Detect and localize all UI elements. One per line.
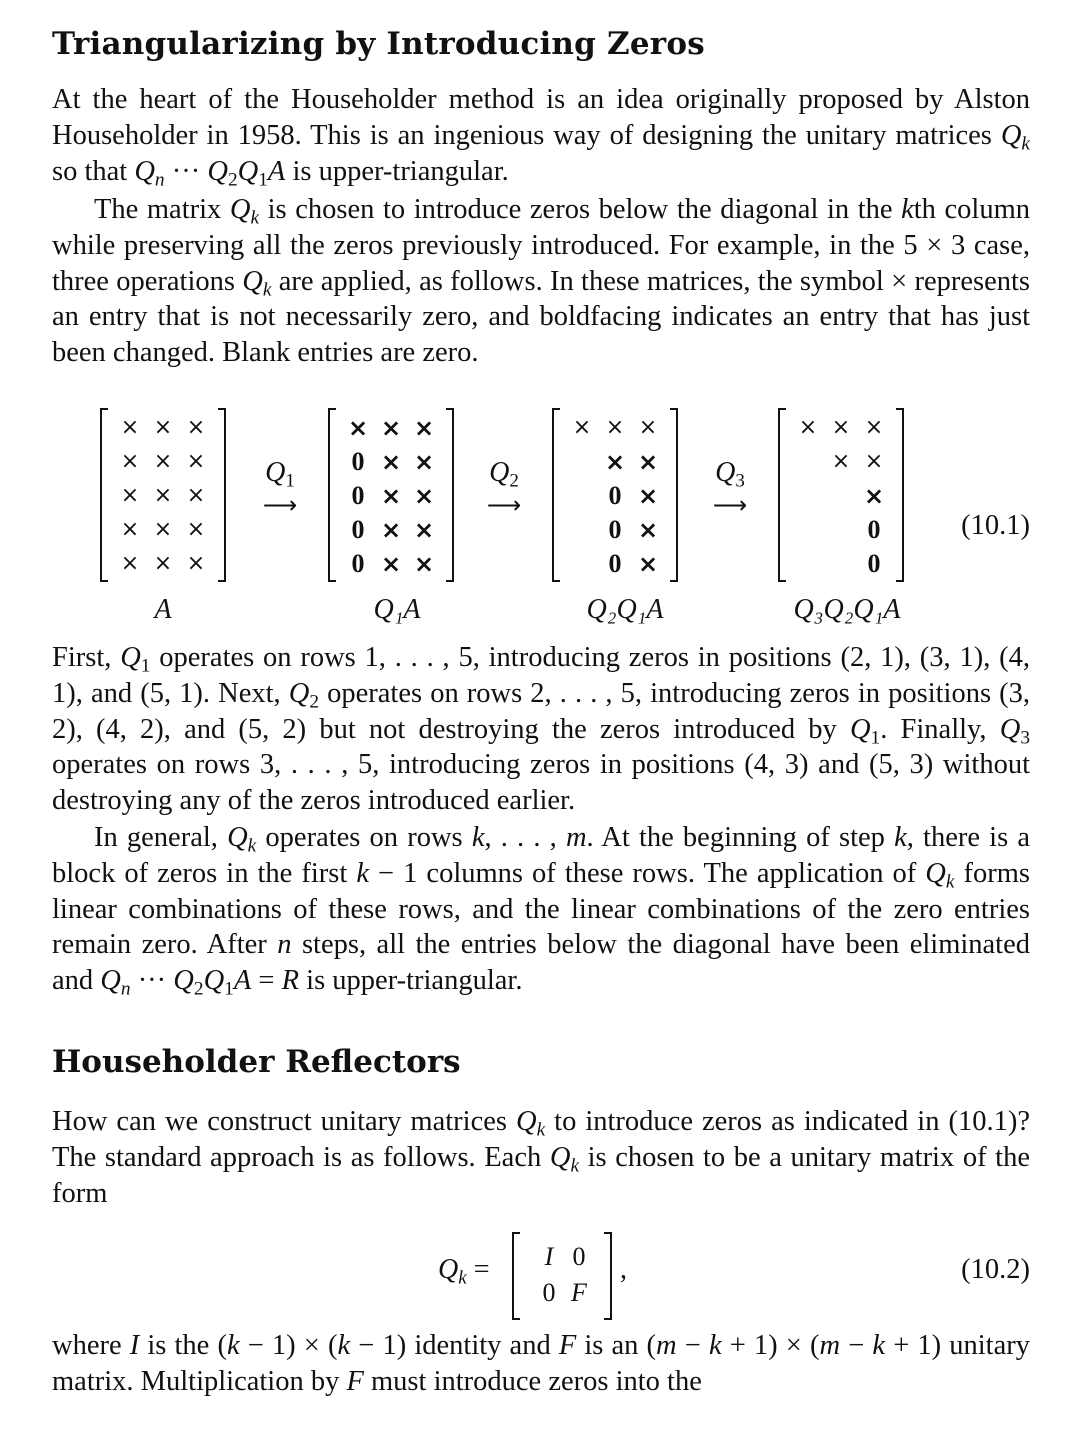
matrix-cell: × [831,449,851,474]
matrix-cell: × [413,448,435,476]
text-segment: k [894,822,907,853]
matrix-cell: × [572,415,592,440]
matrix-cell: × [380,482,402,510]
text-segment: Q [207,155,228,187]
matrix-cell: × [413,482,435,510]
matrix [328,408,454,582]
matrix-row [566,478,664,514]
text-segment: forms linear combinations of these rows, and the linear combinations of the zero entries remain zero. After [52,857,1030,961]
matrix-row [114,444,212,480]
text-segment: Q [1000,119,1022,151]
section-title-triangularizing: Triangularizing by Introducing Zeros [52,26,705,62]
arrow-label [474,456,534,490]
text-segment: m [819,1330,841,1361]
text-segment: to introduce zeros as indicated in (10.1)? The standard approach is as follows. Each [52,1106,1030,1173]
text-segment: How can we construct unitary matrices [52,1106,516,1137]
text-segment: k [872,1330,886,1361]
matrix-row [342,410,440,446]
arrow-sub: 2 [509,470,519,492]
text-segment: where [52,1330,130,1361]
matrix-cell: × [637,482,659,510]
text-segment: k [1021,133,1030,155]
text-segment: m [565,822,587,853]
text-segment: Q [999,713,1021,745]
text-segment: − [840,1330,873,1361]
bracket-left [552,408,560,582]
text-segment: is the ( [139,1330,227,1361]
matrix-label: Q₁A [373,594,421,625]
text-segment: Q [515,1106,537,1137]
right-arrow-icon: ⟶ [486,491,522,519]
matrix-cell: 0 [867,515,881,544]
text-segment: 1 [140,655,151,677]
matrix-cell: × [153,483,173,508]
block-matrix [512,1232,612,1320]
matrix-cell: × [637,516,659,544]
matrix-cell: × [186,483,206,508]
block-f: F [571,1278,587,1307]
matrix-row [342,512,440,548]
paragraph-first-q1 [52,640,1030,819]
text-segment: R [281,965,300,997]
matrix-row [342,478,440,514]
matrix-cell: 0 [351,447,365,476]
text-segment: k [250,207,260,229]
matrix-cell: × [413,550,435,578]
bracket-right [670,408,678,582]
text-segment: k [570,1155,580,1177]
text-segment: 2 [309,691,320,713]
matrix-row [342,546,440,582]
matrix-cell: × [380,448,402,476]
matrix-cell: × [153,517,173,542]
matrix-cell: × [637,550,659,578]
equation-number-10-1: (10.1) [961,510,1030,541]
matrix-cell: × [120,415,140,440]
text-segment: 1 [224,978,234,1000]
text-segment: Q [120,642,141,673]
bracket-right [218,408,226,582]
text-segment: k [356,857,369,889]
text-segment: operates on rows 2, . . . , 5, introducing zeros in positions (3, 2), (4, 2), and (5, 2) but not destroying the zeros introduced by [52,677,1031,745]
text-segment: Q [549,1141,571,1173]
operation-arrow [250,456,310,520]
matrix-cell: × [153,551,173,576]
matrix-cell: × [380,414,402,442]
matrix [100,408,226,582]
bracket-left [778,408,786,582]
text-segment: I [129,1330,140,1361]
bracket-left [512,1232,520,1320]
text-segment: F [346,1365,364,1397]
matrix-label: Q₃Q₂Q₁A [793,594,901,625]
matrix-cell: 0 [608,481,622,510]
arrow-label [250,456,310,490]
text-segment: A [233,965,252,997]
text-segment: ··· [130,965,174,997]
paragraph-construct-unitary [52,1104,1030,1211]
text-segment: Q [242,265,263,297]
operation-arrow [700,456,760,520]
matrix-cell: × [186,551,206,576]
matrix-cell: 0 [608,549,622,578]
text-segment: The matrix [94,194,230,225]
right-arrow-icon: ⟶ [262,491,298,519]
matrix-cell: × [186,449,206,474]
matrix-cell: × [380,516,402,544]
text-segment: = [251,965,282,997]
matrix-cell: 0 [351,549,365,578]
bracket-left [100,408,108,582]
matrix [778,408,904,582]
matrix-cell: × [863,482,885,510]
eq-lhs [438,1254,490,1289]
arrow-label [700,456,760,490]
arrow-q: Q [715,457,736,488]
text-segment: − 1 columns of these rows. The application of [368,857,926,889]
matrix [552,408,678,582]
matrix-row [342,444,440,480]
arrow-sub: 1 [285,470,295,492]
matrix-cell: × [120,449,140,474]
matrix-cell: × [864,415,884,440]
matrix-cell: 0 [608,515,622,544]
text-segment: Q [288,677,310,709]
matrix-cell: × [831,415,851,440]
block-zero-top: 0 [572,1242,586,1271]
text-segment: Q [203,965,225,997]
paragraph-intro [52,82,1030,189]
matrix-cell: × [153,449,173,474]
bracket-right [604,1232,612,1320]
equation-10-2 [52,1226,1030,1326]
text-segment: is chosen to introduce zeros below the diagonal in the [259,194,902,225]
text-segment: 1 [870,727,881,749]
text-segment: k [337,1330,351,1361]
text-segment: 3 [1020,727,1030,749]
matrix-row [566,512,664,548]
matrix-row [792,410,890,446]
eq-comma: , [620,1254,627,1285]
text-segment: In general, [94,822,228,853]
text-segment: k [945,871,955,893]
arrow-q: Q [265,457,286,488]
text-segment: First, [52,642,121,673]
matrix-cell: 0 [351,515,365,544]
paragraph-matrix-qk [52,192,1030,371]
matrix-row [792,444,890,480]
matrix-cell: × [637,448,659,476]
block-zero-bottom: 0 [542,1278,556,1307]
section-title-householder-reflectors: Householder Reflectors [52,1044,461,1080]
matrix-cell: × [120,517,140,542]
text-segment: is upper-triangular. [285,155,509,187]
matrix-cell: × [638,415,658,440]
text-segment: so that [52,155,135,187]
matrix-label: A [154,594,172,625]
text-segment: operates on rows 3, . . . , 5, introducing zeros in positions (4, 3) and (5, 3) without destroying any of the zeros introduced earlier. [52,749,1030,817]
text-segment: k [536,1119,546,1141]
text-segment: Q [925,857,946,889]
text-segment: Q [237,155,259,187]
paragraph-in-general [52,820,1030,999]
block-identity: I [544,1242,554,1271]
text-segment: 2 [227,169,238,191]
matrix-cell: × [413,516,435,544]
matrix-cell: × [120,483,140,508]
text-segment: Q [849,713,871,745]
matrix-cell: × [413,414,435,442]
text-segment: 2 [193,978,204,1000]
text-segment: k [247,835,257,857]
text-segment: operates on rows [256,822,472,853]
operation-arrow [474,456,534,520]
matrix-cell: × [347,414,369,442]
text-segment: , there is a block of zeros in the first [52,822,1030,889]
matrix-cell: × [153,415,173,440]
eq-lhs-q: Q [438,1254,459,1285]
text-segment: Q [229,194,251,225]
matrix-cell: × [604,448,626,476]
matrix-cell: 0 [351,481,365,510]
text-segment: operates on rows 1, . . . , 5, introducing zeros in positions (2, 1), (3, 1), (4, 1), and (5, 1). Next, [52,642,1030,709]
bracket-right [896,408,904,582]
matrix-row [792,478,890,514]
text-segment: n [277,929,292,961]
text-segment: k [708,1330,722,1361]
text-segment: 1 [258,169,268,191]
matrix-cell: × [120,551,140,576]
text-segment: + 1) × ( [721,1330,820,1361]
text-segment: At the heart of the Householder method is an idea originally proposed by Alston Householder in 1958. This is an ingenious way of designing the unitary matrices [52,84,1030,151]
text-segment: are applied, as follows. In these matrices, the symbol × represents an entry that is not necessarily zero, and boldfacing indicates an entry that has just been changed. Blank entries are zero. [52,265,1030,369]
arrow-sub: 3 [735,470,745,492]
text-segment: ··· [164,155,208,187]
matrix-cell: × [605,415,625,440]
text-segment: k [226,1330,240,1361]
text-segment: Q [227,822,248,853]
text-segment: is chosen to be a unitary matrix of the form [52,1141,1030,1209]
matrix-row [114,546,212,582]
text-segment: k [262,279,272,301]
text-segment: must introduce zeros into the [363,1365,702,1397]
right-arrow-icon: ⟶ [712,491,748,519]
text-segment: . At the beginning of step [586,822,895,853]
bracket-right [446,408,454,582]
matrix-cell: × [186,415,206,440]
text-segment: n [120,978,131,1000]
matrix-row [566,444,664,480]
matrix-row [566,546,664,582]
text-segment: Q [173,965,194,997]
triangularization-diagram [52,398,1030,634]
text-segment: n [154,169,165,191]
matrix-row [566,410,664,446]
matrix-row [114,512,212,548]
matrix-cell: × [798,415,818,440]
text-segment: − 1) × ( [239,1330,338,1361]
equation-number-10-2: (10.2) [961,1254,1030,1285]
text-segment: , . . . , [484,822,566,853]
text-segment: Q [100,965,121,997]
text-segment: th column while preserving all the zeros previously introduced. For example, in the 5 × 3 case, three operations [52,194,1030,297]
matrix-cell: × [380,550,402,578]
matrix-row [792,546,890,582]
matrix-label: Q₂Q₁A [586,594,664,625]
matrix-row [114,410,212,446]
matrix-row [792,512,890,548]
matrix-row [114,478,212,514]
text-segment: − 1) identity and [350,1330,559,1361]
matrix-cell: × [186,517,206,542]
eq-lhs-sub: k [458,1267,467,1289]
bracket-left [328,408,336,582]
matrix-cell: × [864,449,884,474]
eq-equals: = [466,1254,490,1285]
paragraph-where-i [52,1328,1030,1400]
text-segment: m [656,1330,677,1361]
text-segment: k [901,194,914,225]
text-segment: k [471,822,485,853]
text-segment: is an ( [576,1330,657,1361]
text-segment: − [676,1330,709,1361]
text-segment: Q [134,155,155,187]
matrix-cell: 0 [867,549,881,578]
text-segment: F [558,1330,577,1361]
text-segment: steps, all the entries below the diagonal have been eliminated and [52,929,1031,997]
text-segment: is upper-triangular. [299,965,523,997]
text-segment: A [267,155,286,187]
arrow-q: Q [489,457,510,488]
text-segment: + 1) unitary matrix. Multiplication by [52,1330,1030,1397]
text-segment: . Finally, [880,713,1000,745]
